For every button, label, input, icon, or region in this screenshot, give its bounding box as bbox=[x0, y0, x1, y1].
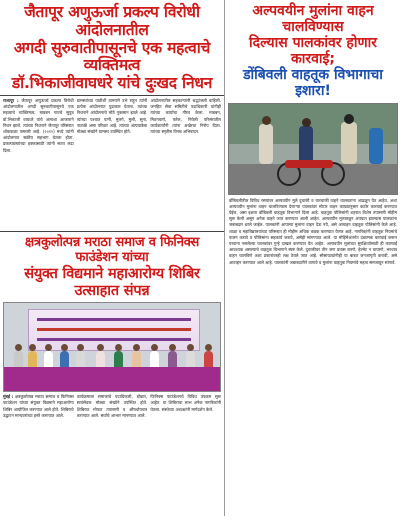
headline-traffic bbox=[226, 0, 400, 100]
headline-health-camp bbox=[0, 234, 224, 299]
divider bbox=[0, 231, 224, 232]
headline-line-1: जैतापूर अणुऊर्जा प्रकल्प विरोधी आंदोलनातील bbox=[24, 3, 200, 39]
right-column bbox=[226, 0, 400, 528]
traffic-photo bbox=[228, 103, 398, 195]
table-cloth bbox=[4, 367, 220, 391]
traffic-headline-line-3: डोंबिवली वाहतूक विभागाचा इशारा! bbox=[243, 67, 383, 100]
divider bbox=[0, 95, 224, 96]
article2-col1 bbox=[3, 394, 74, 506]
health-camp-photo bbox=[3, 302, 221, 392]
headline2-line-1: क्षत्रकुलोत्पन्न मराठा समाज व फिनिक्स फाउंडेशन यांच्या bbox=[24, 235, 200, 265]
article2-col2: कार्यक्रमाला समाजाचे पदाधिकारी, डॉक्टर, स्वयंसेवक मोठ्या संख्येने उपस्थित होते. शिबिरात मोफत तपासणी व औषधोपचार करण्यात आले. सर्वांचे आभार मानण्यात आले. bbox=[76, 394, 148, 418]
article2-col3: फिनिक्स फाउंडेशनचे विविध उपक्रम सुरू आहेत. या शिबिराचा लाभ अनेक नागरिकांनी घेतला. संस्थेच्या अध्यक्षांनी मार्गदर्शन केले. bbox=[150, 394, 222, 412]
article1-body bbox=[0, 98, 224, 229]
column-divider bbox=[224, 0, 225, 516]
article2-dateline: मुंबई : bbox=[3, 394, 14, 400]
traffic-headline-line-2: दिल्यास पालकांवर होणार कारवाई; bbox=[249, 35, 377, 68]
article1-col1-text: जैतापूर अणुऊर्जा प्रकल्प विरोधी आंदोलनातील अगदी सुरुवातीपासूनचे एक महत्वाचे व्यक्तिमत्व, माडबन गावचे सुपुत्र डॉ.भिकाजी वाघधरे यांचे अल्पशा आजाराने निधन झाले. त्यांच्या निधनाने जैतापूर परिसरात शोककळा पसरली आहे. (२०१२) मध्ये त्यांनी आंदोलनात सक्रीय सहभाग घेतला होता. प्रकल्पग्रस्तांच्या हक्कासाठी त्यांनी सतत लढा दिला. bbox=[3, 98, 74, 153]
article1-col1 bbox=[3, 98, 74, 229]
article1-col2: ग्रामस्थांच्या पाठीशी ठामपणे उभे राहून त्यांनी प्रत्येक आंदोलनात पुढाकार घेतला. त्यांच्या निधनाने आंदोलनाचे मोठे नुकसान झाले आहे. त्यांच्या पश्चात पत्नी, मुलगे, मुली, सुना, नातवंडे असा परिवार आहे. त्यांच्या अंत्ययात्रेला मोठ्या संख्येने ग्रामस्थ उपस्थित होते. bbox=[76, 98, 148, 135]
traffic-headline-line-1: अल्पवयीन मुलांना वाहन चालविण्यास bbox=[252, 3, 374, 36]
headline-line-2: अगदी सुरुवातीपासूनचे एक महत्वाचे व्यक्तिमत्व bbox=[13, 38, 211, 75]
article1-col3: आंदोलनातील सहकाऱ्यांनी श्रद्धांजली वाहिली. जनहित सेवा समितीचे पदाधिकारी यांनीही त्यांच्या कार्याचा गौरव केला. माडबन, मिठगवाणे, करेल, निवेली परिसरातील कार्यकर्त्यांनी त्यांना अखेरचा निरोप दिला. त्यांच्या स्मृतीस विनम्र अभिवादन. bbox=[150, 98, 222, 135]
headline-death-news bbox=[0, 0, 224, 93]
article1-dateline: राजापूर : bbox=[3, 98, 19, 104]
headline2-line-2: संयुक्त विद्यमाने महाआरोग्य शिबिर उत्साहात संपन्न bbox=[24, 265, 200, 299]
article2-body bbox=[0, 394, 224, 506]
headline-line-3: डॉ.भिकाजीवाघधरे यांचे दुःखद निधन bbox=[11, 74, 213, 93]
traffic-article: डोंबिवलीतील विविध रस्त्यांवर अल्पवयीन मुले दुचाकी व चारचाकी वाहने चालवताना आढळून येत आहेत. अशा अल्पवयीन मुलांना वाहन चालविण्यास देणाऱ्या पालकांवर मोटार वाहन कायद्यानुसार कठोर कारवाई करण्यात येईल, असा इशारा डोंबिवली वाहतूक विभागाने दिला आहे. वाहतूक पोलिसांनी शहरात विशेष तपासणी मोहीम सुरू केली असून अनेक वाहने जप्त करण्यात आली आहेत. अल्पवयीन मुलाकडून अपघात झाल्यास पालकांना जबाबदार धरले जाईल. पालकांनी आपल्या मुलांना वाहन देऊ नये, असे आवाहन वाहतूक पोलिसांनी केले आहे. शाळा व महाविद्यालयांच्या परिसरात ही मोहीम अधिक कडक करण्यात येणार आहे. नागरिकांनी वाहतूक नियमांचे पालन करावे व पोलिसांना सहकार्य करावे, असेही सांगण्यात आले. या मोहिमेअंतर्गत दंडात्मक कारवाई करून परवाना नसलेल्या चालकांवर गुन्हे दाखल करण्यात येत आहेत. अल्पवयीन मुलांच्या सुरक्षिततेसाठी ही कारवाई आवश्यक असल्याचे वाहतूक विभागाने स्पष्ट केले. दुचाकीवर तीन जण प्रवास करणे, हेल्मेट न वापरणे, भरधाव वाहन चालविणे अशा प्रकारांवरही लक्ष ठेवले जात आहे. सोसायट्यांनीही या बाबत जनजागृती करावी, असे आवाहन करण्यात आले आहे. पालकांनी जबाबदारीने वागावे व मुलांना वाहतूक नियमांचे महत्व समजावून सांगावे. bbox=[229, 197, 397, 265]
article2-col1-text: क्षत्रकुलोत्पन्न मराठा समाज व फिनिक्स फाउंडेशन यांच्या संयुक्त विद्यमाने महाआरोग्य शिबिर आयोजित करण्यात आले होते. शिबिराचे उद्घाटन मान्यवरांच्या हस्ते करण्यात आले. bbox=[3, 394, 74, 418]
